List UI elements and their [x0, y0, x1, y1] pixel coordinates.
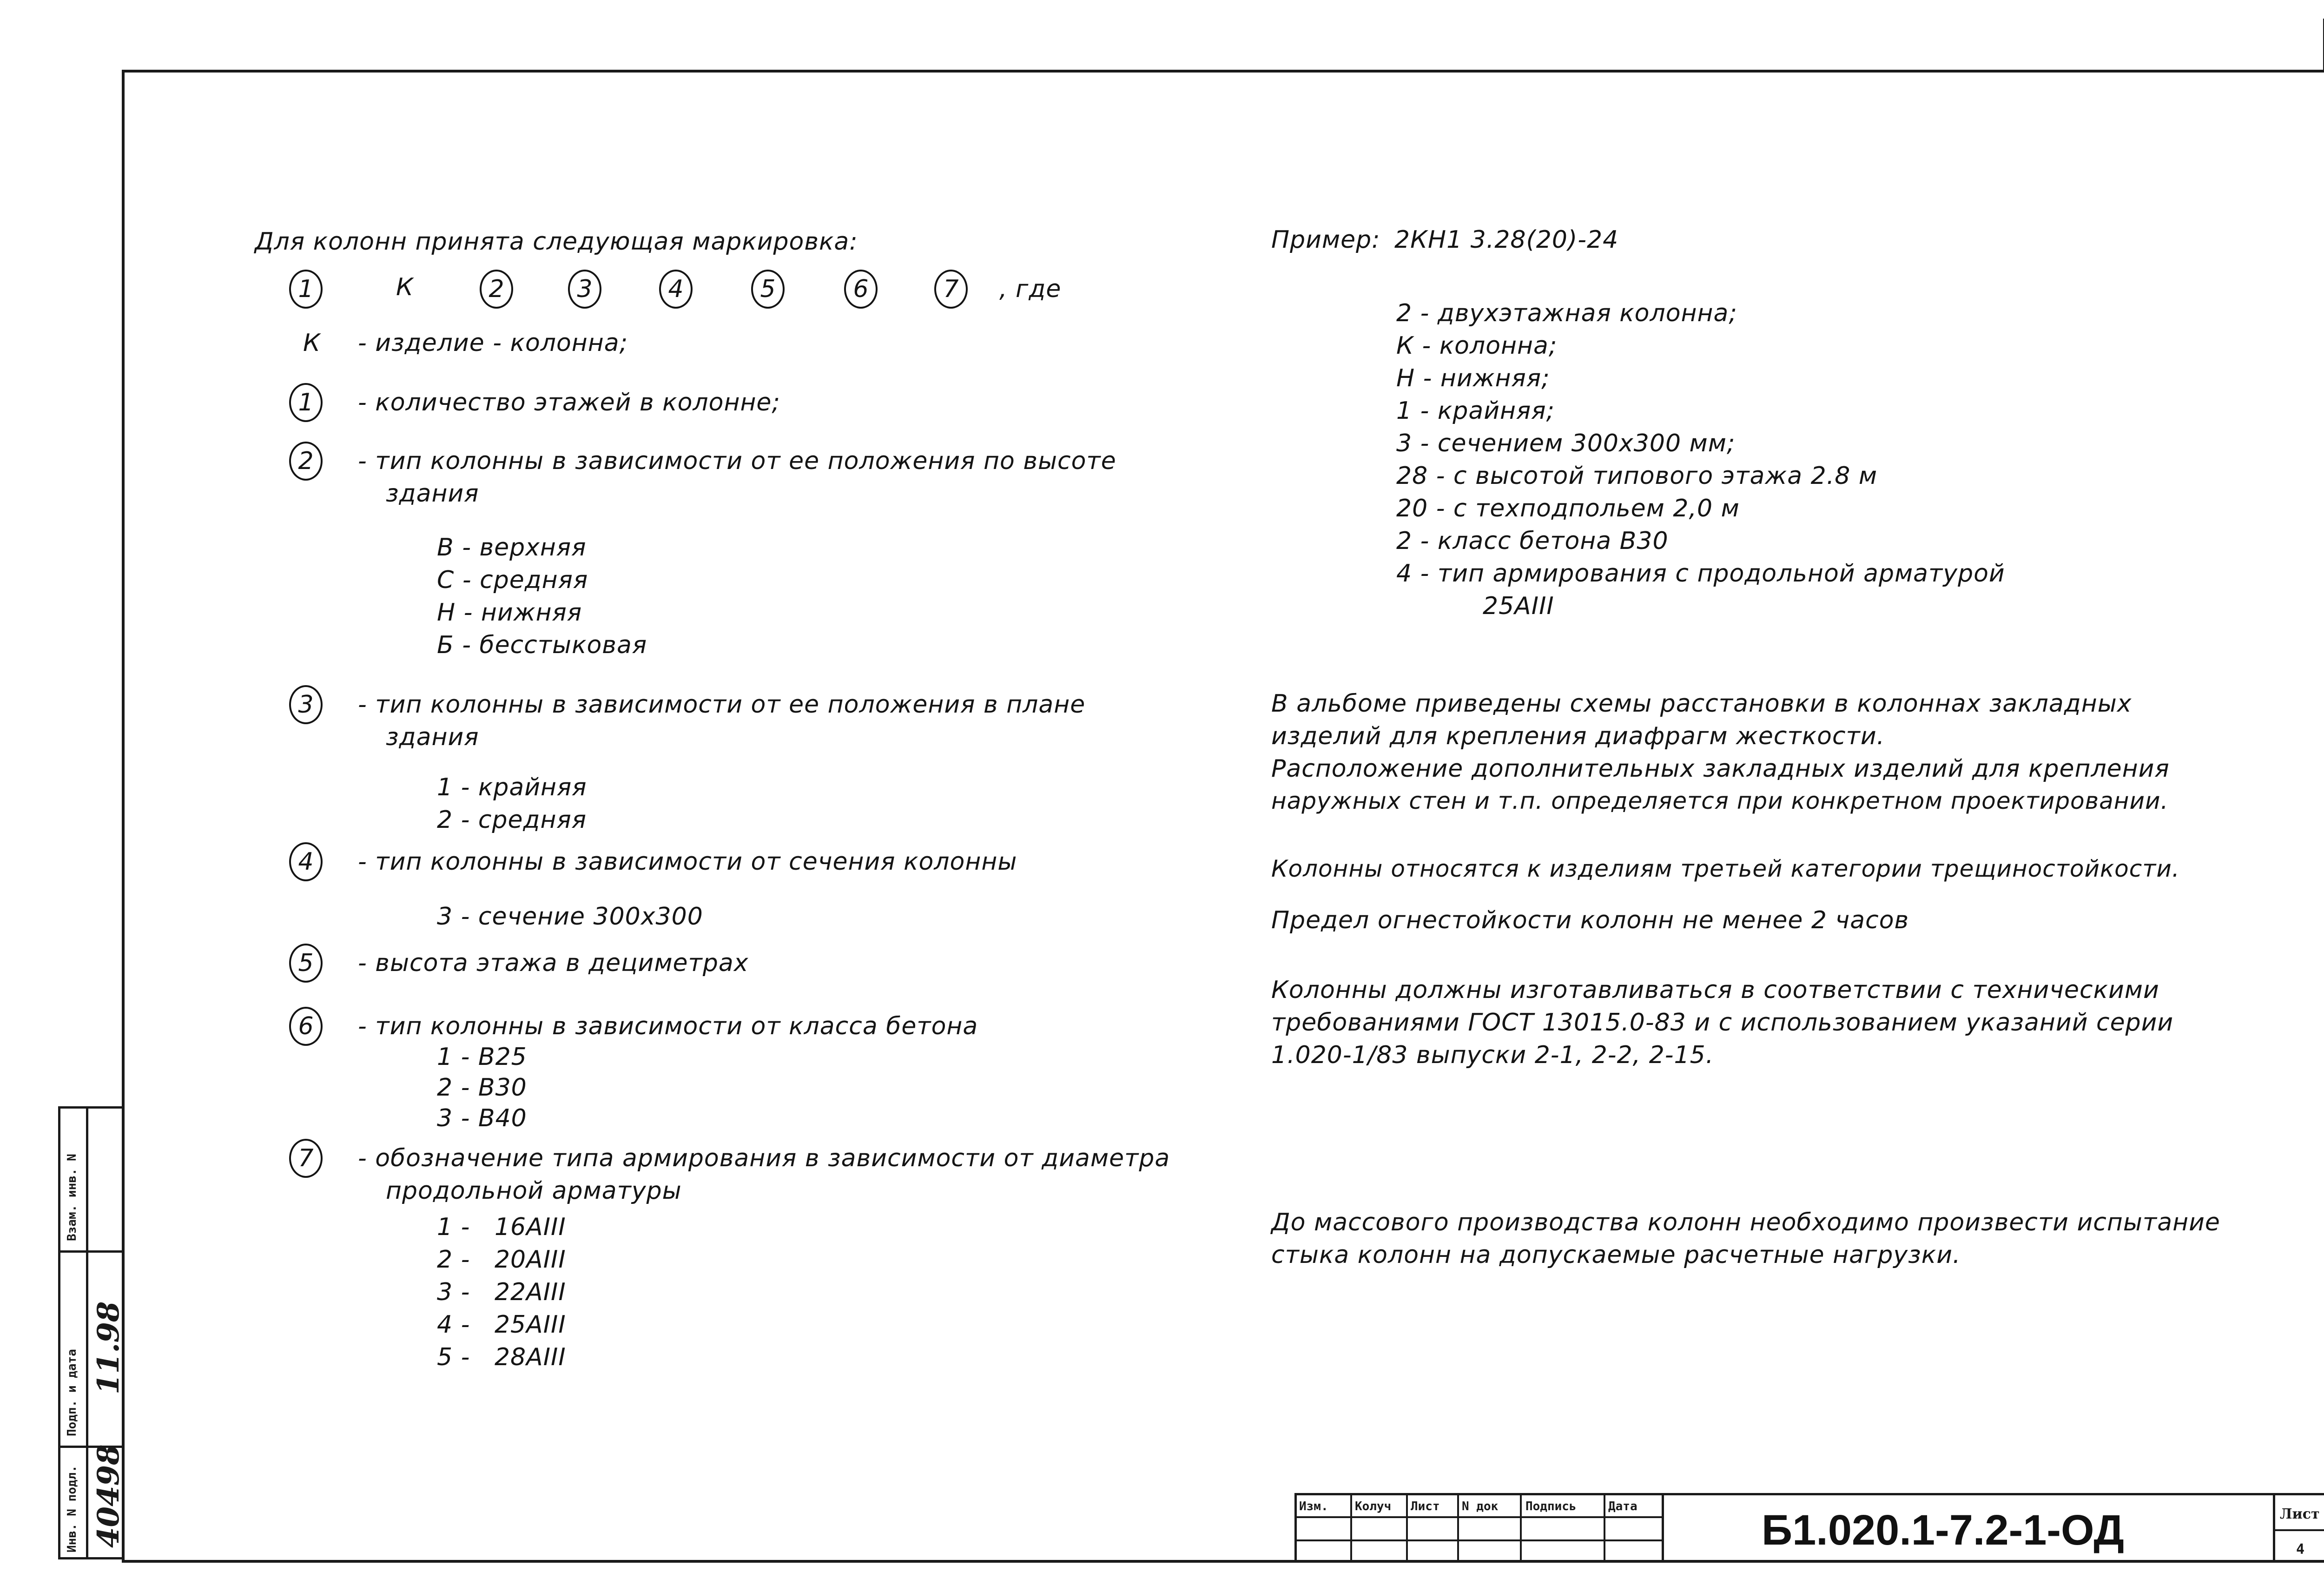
side-stamp-line-2 — [86, 1106, 88, 1557]
def-3-sub-1: 1 - крайняя — [437, 773, 587, 801]
def-7-line-2: продольной арматуры — [386, 1177, 682, 1205]
example-line-2: К - колонна; — [1396, 332, 1558, 360]
para4-line-2: требованиями ГОСТ 13015.0-83 и с использованием указаний серии — [1271, 1009, 2174, 1037]
scheme-where: , где — [999, 275, 1062, 303]
def-6-circle: 6 — [289, 1007, 323, 1046]
def-7-sub-5: 5 - 28АIII — [437, 1343, 566, 1371]
def-2-sub-4: Б - бесстыковая — [437, 631, 647, 659]
para4-line-1: Колонны должны изготавливаться в соответствии с техническими — [1271, 976, 2159, 1004]
def-3-sub-2: 2 - средняя — [437, 806, 587, 834]
example-line-10: 25АIII — [1483, 592, 1554, 620]
para1-line-1: В альбоме приведены схемы расстановки в колоннах закладных — [1271, 690, 2132, 718]
scheme-circle-1: 1 — [289, 270, 323, 309]
def-3-circle: 3 — [289, 685, 323, 724]
def-6-sub-1: 1 - В25 — [437, 1043, 527, 1071]
def-5-line-1: - высота этажа в дециметрах — [358, 949, 749, 977]
side-stamp-top — [58, 1106, 123, 1109]
title-block-top — [1294, 1493, 2324, 1495]
title-header-ndok: N док — [1462, 1500, 1499, 1513]
document-code: Б1.020.1-7.2-1-ОД — [1762, 1506, 2124, 1554]
side-stamp-div-1 — [58, 1250, 123, 1253]
def-2-line-1: - тип колонны в зависимости от ее положения по высоте — [358, 447, 1116, 475]
sheet-label: Лист — [2280, 1506, 2320, 1522]
title-header-izm: Изм. — [1299, 1500, 1328, 1513]
scheme-circle-5: 5 — [751, 270, 785, 309]
side-stamp-label-inv: Инв. N подл. — [65, 1465, 79, 1552]
para5-line-1: До массового производства колонн необходимо произвести испытание — [1271, 1209, 2220, 1236]
para1-line-3: Расположение дополнительных закладных изделий для крепления — [1271, 755, 2170, 783]
title-header-data: Дата — [1608, 1500, 1637, 1513]
def-2-circle: 2 — [289, 442, 323, 481]
title-header-koluch: Колуч — [1355, 1500, 1392, 1513]
side-stamp-label-replace: Взам. инв. N — [65, 1154, 79, 1241]
def-7-sub-2: 2 - 20АIII — [437, 1246, 566, 1274]
def-7-line-1: - обозначение типа армирования в зависимости от диаметра — [358, 1144, 1170, 1172]
def-6-sub-2: 2 - В30 — [437, 1074, 527, 1102]
title-block-sheet-divider — [2273, 1529, 2324, 1531]
example-line-8: 2 - класс бетона В30 — [1396, 527, 1669, 555]
example-line-5: 3 - сечением 300х300 мм; — [1396, 429, 1736, 457]
example-line-7: 20 - с техподпольем 2,0 м — [1396, 495, 1740, 522]
para3-line-1: Предел огнестойкости колонн не менее 2 часов — [1271, 906, 1909, 934]
title-header-list: Лист — [1411, 1500, 1440, 1513]
def-7-circle: 7 — [289, 1139, 323, 1178]
k-def-text: - изделие - колонна; — [358, 329, 628, 357]
def-6-line-1: - тип колонны в зависимости от класса бетона — [358, 1012, 978, 1040]
side-stamp-sign-value: 11.98 — [91, 1301, 126, 1394]
def-6-sub-3: 3 - В40 — [437, 1104, 527, 1132]
para1-line-4: наружных стен и т.п. определяется при конкретном проектировании. — [1271, 787, 2169, 814]
def-5-circle: 5 — [289, 944, 323, 983]
para5-line-2: стыка колонн на допускаемые расчетные нагрузки. — [1271, 1241, 1961, 1269]
scheme-circle-4: 4 — [659, 270, 693, 309]
def-7-sub-3: 3 - 22АIII — [437, 1278, 566, 1306]
title-block-row-2 — [1294, 1539, 1662, 1541]
def-7-sub-1: 1 - 16АIII — [437, 1213, 566, 1241]
example-code: 2КН1 3.28(20)-24 — [1394, 226, 1619, 254]
title-block-col-6 — [1662, 1493, 1664, 1563]
def-1-circle: 1 — [289, 383, 323, 422]
example-line-4: 1 - крайняя; — [1396, 397, 1555, 425]
para1-line-2: изделий для крепления диафрагм жесткости. — [1271, 722, 1885, 750]
sheet-value: 4 — [2296, 1541, 2305, 1558]
title-block-col-7 — [2273, 1493, 2275, 1563]
scheme-circle-6: 6 — [844, 270, 878, 309]
side-stamp-line-1 — [58, 1106, 60, 1557]
title-block-col-2 — [1406, 1493, 1408, 1563]
def-1-line-1: - количество этажей в колонне; — [358, 389, 780, 416]
def-2-sub-2: С - средняя — [437, 566, 588, 594]
side-stamp-inv-value: 40498 — [91, 1444, 126, 1548]
title-header-podpis: Подпись — [1525, 1500, 1577, 1513]
example-line-6: 28 - с высотой типового этажа 2.8 м — [1396, 462, 1878, 490]
title-block-col-3 — [1457, 1493, 1459, 1563]
title-block-col-5 — [1604, 1493, 1605, 1563]
example-line-3: Н - нижняя; — [1396, 364, 1550, 392]
k-def-symbol: К — [303, 329, 321, 357]
def-4-circle: 4 — [289, 842, 323, 881]
example-line-1: 2 - двухэтажная колонна; — [1396, 299, 1737, 327]
def-2-sub-3: Н - нижняя — [437, 599, 582, 627]
scheme-circle-2: 2 — [480, 270, 513, 309]
title-block-col-1 — [1350, 1493, 1352, 1563]
def-3-line-2: здания — [386, 723, 479, 751]
title-block-col-4 — [1520, 1493, 1522, 1563]
para4-line-3: 1.020-1/83 выпуски 2-1, 2-2, 2-15. — [1271, 1041, 1714, 1069]
scheme-k-letter: К — [396, 273, 414, 301]
scheme-circle-3: 3 — [568, 270, 601, 309]
example-label: Пример: — [1271, 226, 1380, 254]
title-block-row-1 — [1294, 1516, 1662, 1518]
title-block-left — [1294, 1493, 1297, 1563]
def-2-sub-1: В - верхняя — [437, 534, 587, 561]
def-2-line-2: здания — [386, 480, 479, 508]
def-4-line-1: - тип колонны в зависимости от сечения колонны — [358, 848, 1017, 876]
def-7-sub-4: 4 - 25АIII — [437, 1311, 566, 1339]
marking-intro: Для колонн принята следующая маркировка: — [255, 228, 858, 256]
side-stamp-bottom — [58, 1557, 123, 1559]
scheme-circle-7: 7 — [934, 270, 968, 309]
def-4-sub-1: 3 - сечение 300х300 — [437, 903, 703, 931]
def-3-line-1: - тип колонны в зависимости от ее положения в плане — [358, 691, 1086, 719]
example-line-9: 4 - тип армирования с продольной арматурой — [1396, 560, 2005, 588]
side-stamp-label-sign: Подп. и дата — [65, 1349, 79, 1436]
para2-line-1: Колонны относятся к изделиям третьей категории трещиностойкости. — [1271, 855, 2180, 882]
